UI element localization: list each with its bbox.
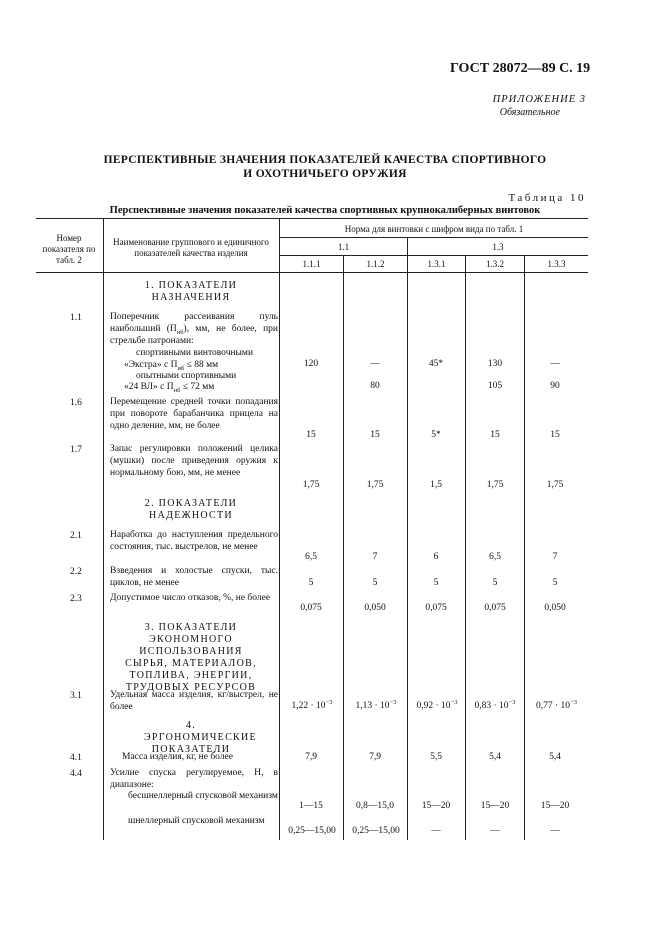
- table-cell: 7,9: [369, 752, 381, 762]
- row-description: Допустимое число отказов, %, не более: [110, 593, 271, 603]
- table-cell: 5: [552, 578, 558, 588]
- table-cell: 15: [550, 430, 560, 440]
- table-cell: 0,050: [544, 603, 566, 613]
- table-cell: 0,25—15,00: [288, 826, 336, 836]
- table-cell: —: [370, 359, 380, 369]
- row-description: Удельная масса изделия, кг/выстрел, не более: [110, 690, 278, 712]
- header-col-132: 1.3.2: [486, 259, 504, 269]
- table-cell: 0,075: [484, 603, 506, 613]
- row-number: 4.1: [70, 753, 82, 763]
- header-col-133: 1.3.3: [547, 259, 566, 269]
- table-cell: 1,75: [546, 480, 564, 490]
- row-number: 1.6: [70, 398, 82, 408]
- table-cell: 0,050: [364, 603, 386, 613]
- table-cell: 1—15: [299, 801, 323, 811]
- table-cell: 0,8—15,0: [356, 801, 394, 811]
- table-cell: 5,5: [430, 752, 442, 762]
- section-heading: 3. ПОКАЗАТЕЛИ ЭКОНОМНОГО ИСПОЛЬЗОВАНИЯ СЫРЬЯ, МАТЕРИАЛОВ, ТОПЛИВА, ЭНЕРГИИ, ТРУДОВЫХ РЕСУРСОВ: [125, 622, 257, 693]
- row-description: Запас регулировки положений целика (мушки) после приведения оружия к нормальному бою, мм, не менее: [110, 444, 278, 478]
- table-cell: 15: [370, 430, 380, 440]
- row-description: Поперечник рассеивания пуль наибольший $(П_{нб})$, мм, не более, при стрельбе патронами:: [110, 312, 278, 346]
- appendix-label: ПРИЛОЖЕНИЕ 3: [492, 94, 586, 105]
- section-heading: 2. ПОКАЗАТЕЛИ НАДЕЖНОСТИ: [144, 498, 238, 521]
- header-group-13: 1.3: [492, 242, 504, 252]
- appendix-status: Обязательное: [499, 107, 560, 118]
- table-cell: 130: [487, 359, 503, 369]
- table-cell: 5*: [431, 430, 441, 440]
- table-cell: 5,4: [549, 752, 561, 762]
- row-description: Усилие спуска регулируемое, Н, в диапазоне:: [110, 768, 278, 790]
- document-code: ГОСТ 28072—89 С. 19: [450, 61, 591, 76]
- row-description: Масса изделия, кг, не более: [122, 752, 233, 762]
- table-label: Таблица 10: [508, 192, 586, 204]
- table-cell: 6,5: [305, 552, 317, 562]
- row-number: 3.1: [70, 691, 82, 701]
- header-number: Номер показателя по табл. 2: [42, 233, 96, 265]
- table-cell: $0,92 \cdot 10^{-3}$: [416, 698, 458, 711]
- table-cell: —: [550, 359, 560, 369]
- table-cell: 15: [306, 430, 316, 440]
- table-cell: 5: [308, 578, 314, 588]
- header-col-112: 1.1.2: [366, 259, 385, 269]
- table-cell: 1,75: [302, 480, 320, 490]
- table-cell: 1,75: [366, 480, 384, 490]
- table-cell: 1,5: [430, 480, 442, 490]
- table-cell: 0,075: [300, 603, 322, 613]
- section-heading: 1. ПОКАЗАТЕЛИ НАЗНАЧЕНИЯ: [144, 280, 238, 303]
- header-col-111: 1.1.1: [302, 259, 321, 269]
- row-subitem: спортивными винтовочными: [136, 348, 254, 358]
- table-cell: $0,77 \cdot 10^{-3}$: [536, 698, 577, 711]
- page-title-line1: ПЕРСПЕКТИВНЫЕ ЗНАЧЕНИЯ ПОКАЗАТЕЛЕЙ КАЧЕСТВА СПОРТИВНОГО: [103, 154, 547, 166]
- row-subitem: опытными спортивными: [136, 371, 237, 381]
- table-cell: 1,75: [486, 480, 504, 490]
- table-cell: 120: [303, 359, 319, 369]
- table-cell: $0,83 \cdot 10^{-3}$: [474, 698, 516, 711]
- table-cell: $1,13 \cdot 10^{-3}$: [355, 698, 397, 711]
- header-group-11: 1.1: [337, 242, 350, 252]
- row-number: 4.4: [70, 769, 82, 779]
- row-subitem: «24 ВЛ» с $П_{нб} \le 72$ мм: [124, 382, 215, 394]
- table-cell: 7: [552, 552, 558, 562]
- table-cell: 0,25—15,00: [352, 826, 400, 836]
- table-caption: Перспективные значения показателей качества спортивных крупнокалиберных винтовок: [109, 205, 541, 216]
- table-cell: —: [431, 826, 441, 836]
- header-col-131: 1.3.1: [427, 259, 446, 269]
- table-cell: 45*: [428, 359, 444, 369]
- table-cell: 5,4: [489, 752, 501, 762]
- row-number: 1.7: [70, 445, 82, 455]
- row-subitem: «Экстра» с $П_{нб} \le 88$ мм: [124, 360, 219, 372]
- row-description: Перемещение средней точки попадания при повороте барабанчика прицела на одно деление, мм, не более: [110, 397, 278, 431]
- table-cell: 6: [433, 552, 439, 562]
- table-cell: 7: [372, 552, 378, 562]
- table-cell: 15: [490, 430, 500, 440]
- row-description: Наработка до наступления предельного состояния, тыс. выстрелов, не менее: [110, 530, 278, 552]
- header-norm: Норма для винтовки с шифром вида по табл. 1: [344, 224, 524, 234]
- row-subitem: шнеллерный спусковой механизм: [128, 816, 265, 826]
- table-cell: 7,9: [305, 752, 317, 762]
- table-cell: 15—20: [480, 801, 510, 811]
- row-subitem: бесшнеллерный спусковой механизм: [128, 791, 278, 801]
- table-cell: —: [550, 826, 560, 836]
- row-number: 1.1: [70, 313, 82, 323]
- row-number: 2.2: [70, 567, 82, 577]
- table-cell: $1,22 \cdot 10^{-3}$: [291, 698, 333, 711]
- table-cell: —: [490, 826, 500, 836]
- table-cell: 90: [550, 381, 560, 391]
- table-cell: 6,5: [489, 552, 501, 562]
- header-name: Наименование группового и единичного показателей качества изделия: [113, 237, 269, 258]
- row-number: 2.1: [70, 531, 82, 541]
- table-cell: 15—20: [540, 801, 570, 811]
- row-number: 2.3: [70, 594, 82, 604]
- table-cell: 5: [433, 578, 439, 588]
- table-cell: 105: [487, 381, 503, 391]
- row-description: Взведения и холостые спуски, тыс. циклов, не менее: [110, 566, 278, 588]
- table-cell: 0,075: [425, 603, 447, 613]
- table-cell: 5: [372, 578, 378, 588]
- table-cell: 5: [492, 578, 498, 588]
- table-cell: 80: [370, 381, 380, 391]
- table-cell: 15—20: [421, 801, 451, 811]
- page-title-line2: И ОХОТНИЧЬЕГО ОРУЖИЯ: [243, 168, 407, 180]
- section-heading: 4. ЭРГОНОМИЧЕСКИЕ ПОКАЗАТЕЛИ: [144, 720, 257, 755]
